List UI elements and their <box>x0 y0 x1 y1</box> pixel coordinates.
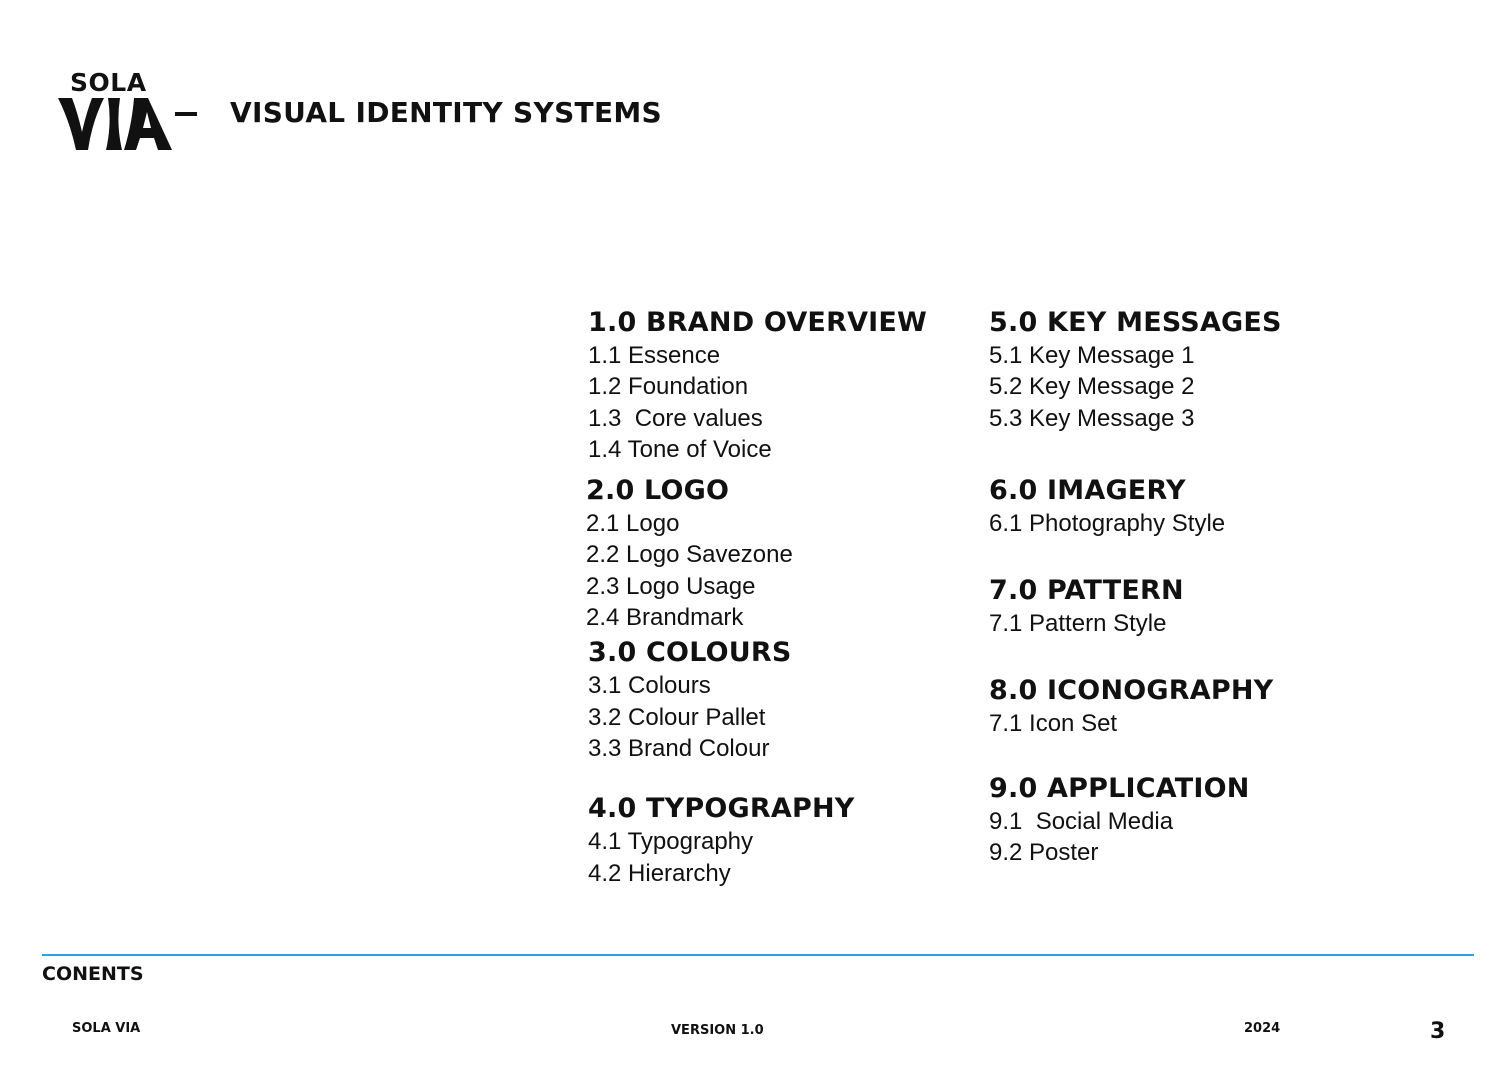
toc-column-left <box>588 306 927 889</box>
toc-item[interactable]: 1.2 Foundation <box>588 373 749 401</box>
footer-section-label: CONENTS <box>42 963 144 985</box>
toc-item[interactable]: 9.1 Social Media <box>989 807 1174 835</box>
logo-dash <box>175 112 197 116</box>
toc-item[interactable]: 1.4 Tone of Voice <box>588 435 772 463</box>
toc-item[interactable]: 1.1 Essence <box>588 342 721 369</box>
toc-item[interactable]: 3.3 Brand Colour <box>588 734 770 762</box>
logo-via-wordmark <box>58 94 176 154</box>
toc-item[interactable]: 7.1 Pattern Style <box>989 610 1167 638</box>
toc-section-key-messages <box>989 306 1282 434</box>
section-heading[interactable]: 2.0 LOGO <box>586 475 730 507</box>
section-heading[interactable]: 5.0 KEY MESSAGES <box>989 307 1282 338</box>
toc-item[interactable]: 2.3 Logo Usage <box>586 572 756 600</box>
toc-item[interactable]: 2.1 Logo <box>586 510 680 538</box>
toc-section-logo <box>586 474 927 633</box>
toc-item[interactable]: 3.1 Colours <box>588 672 711 700</box>
toc-column-right <box>989 306 1282 868</box>
section-heading[interactable]: 6.0 IMAGERY <box>989 474 1186 506</box>
toc-section-imagery <box>989 474 1282 539</box>
toc-item[interactable]: 5.3 Key Message 3 <box>989 404 1195 432</box>
footer-year: 2024 <box>1244 1021 1281 1036</box>
toc-item[interactable]: 4.2 Hierarchy <box>588 859 731 887</box>
footer-version: VERSION 1.0 <box>671 1023 764 1038</box>
footer-brand: SOLA VIA <box>72 1021 141 1036</box>
brand-logo <box>58 68 198 158</box>
toc-item[interactable]: 3.2 Colour Pallet <box>588 703 766 731</box>
toc-section-typography <box>588 792 927 889</box>
toc-item[interactable]: 2.4 Brandmark <box>586 604 744 632</box>
toc-item[interactable]: 7.1 Icon Set <box>989 710 1118 738</box>
toc-item[interactable]: 1.3 Core values <box>588 404 763 432</box>
section-heading[interactable]: 4.0 TYPOGRAPHY <box>588 793 855 825</box>
section-heading[interactable]: 8.0 ICONOGRAPHY <box>989 675 1274 707</box>
toc-section-application <box>989 772 1282 869</box>
toc-section-iconography <box>989 674 1282 739</box>
toc-item[interactable]: 5.1 Key Message 1 <box>989 342 1195 369</box>
toc-item[interactable]: 6.1 Photography Style <box>989 509 1226 537</box>
toc-item[interactable]: 2.2 Logo Savezone <box>586 541 793 569</box>
page-title: VISUAL IDENTITY SYSTEMS <box>230 96 663 129</box>
toc-section-pattern <box>989 574 1282 639</box>
section-heading[interactable]: 9.0 APPLICATION <box>989 772 1250 804</box>
logo-sola-text: SOLA <box>70 68 147 97</box>
toc-section-brand-overview <box>588 306 927 465</box>
toc-item[interactable]: 4.1 Typography <box>588 828 754 856</box>
section-heading[interactable]: 1.0 BRAND OVERVIEW <box>588 307 928 338</box>
section-heading[interactable]: 3.0 COLOURS <box>588 637 792 669</box>
toc-item[interactable]: 5.2 Key Message 2 <box>989 373 1195 401</box>
footer-divider <box>42 954 1474 956</box>
page-number: 3 <box>1430 1019 1446 1044</box>
toc-section-colours <box>588 636 927 764</box>
section-heading[interactable]: 7.0 PATTERN <box>989 575 1184 607</box>
toc-item[interactable]: 9.2 Poster <box>989 839 1099 867</box>
